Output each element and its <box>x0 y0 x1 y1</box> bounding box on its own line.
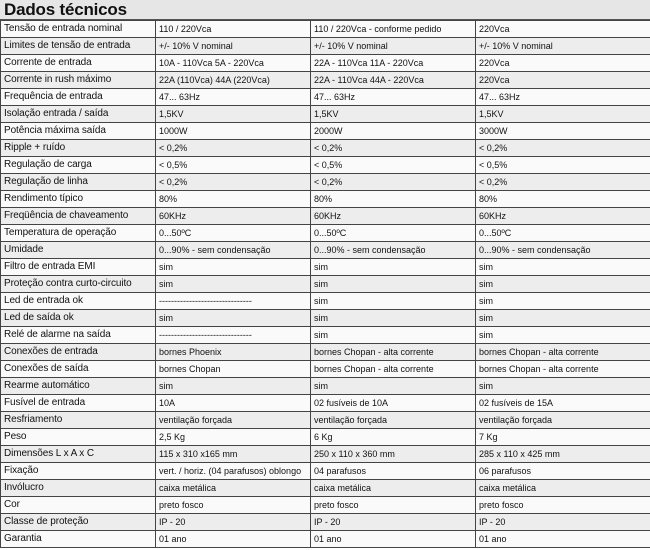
spec-value-model-1: bornes Phoenix <box>156 344 311 361</box>
spec-value-model-1: +/- 10% V nominal <box>156 38 311 55</box>
table-row <box>1 140 650 157</box>
spec-value-model-3: < 0,5% <box>476 157 650 174</box>
table-row <box>1 395 650 412</box>
spec-value-model-2: sim <box>311 276 476 293</box>
table-row <box>1 361 650 378</box>
spec-value-model-3: sim <box>476 310 650 327</box>
spec-value-model-3: IP - 20 <box>476 514 650 531</box>
spec-value-model-2: 6 Kg <box>311 429 476 446</box>
table-row <box>1 463 650 480</box>
spec-value-model-3: sim <box>476 378 650 395</box>
spec-value-model-2: < 0,2% <box>311 140 476 157</box>
spec-value-model-1: 01 ano <box>156 531 311 548</box>
spec-value-model-2: 60KHz <box>311 208 476 225</box>
spec-value-model-2: 22A - 110Vca 44A - 220Vca <box>311 72 476 89</box>
table-row <box>1 412 650 429</box>
table-row <box>1 429 650 446</box>
spec-value-model-3: < 0,2% <box>476 140 650 157</box>
spec-value-model-2: 0...50ºC <box>311 225 476 242</box>
table-row <box>1 531 650 548</box>
spec-label: Conexões de saída <box>1 361 156 378</box>
spec-value-model-2: 0...90% - sem condensação <box>311 242 476 259</box>
spec-value-model-2: sim <box>311 378 476 395</box>
spec-label: Relé de alarme na saída <box>1 327 156 344</box>
table-row <box>1 446 650 463</box>
table-row <box>1 293 650 310</box>
spec-value-model-1: sim <box>156 259 311 276</box>
spec-value-model-1: sim <box>156 310 311 327</box>
spec-value-model-3: sim <box>476 276 650 293</box>
spec-value-model-3: 06 parafusos <box>476 463 650 480</box>
spec-value-model-3: 0...90% - sem condensação <box>476 242 650 259</box>
table-row <box>1 344 650 361</box>
table-row <box>1 327 650 344</box>
table-row <box>1 21 650 38</box>
spec-value-model-2: < 0,5% <box>311 157 476 174</box>
spec-value-model-1: sim <box>156 276 311 293</box>
spec-label: Led de saída ok <box>1 310 156 327</box>
spec-value-model-1: 2,5 Kg <box>156 429 311 446</box>
spec-value-model-3: 0...50ºC <box>476 225 650 242</box>
spec-value-model-1: 0...90% - sem condensação <box>156 242 311 259</box>
spec-value-model-1: ------------------------------- <box>156 293 311 310</box>
spec-label: Potência máxima saída <box>1 123 156 140</box>
spec-label: Frequência de entrada <box>1 89 156 106</box>
section-title: Dados técnicos <box>0 0 650 20</box>
spec-value-model-3: 220Vca <box>476 72 650 89</box>
spec-value-model-2: 250 x 110 x 360 mm <box>311 446 476 463</box>
table-row <box>1 55 650 72</box>
spec-value-model-1: ------------------------------- <box>156 327 311 344</box>
spec-value-model-1: bornes Chopan <box>156 361 311 378</box>
spec-label: Invólucro <box>1 480 156 497</box>
spec-value-model-3: 220Vca <box>476 55 650 72</box>
spec-value-model-1: IP - 20 <box>156 514 311 531</box>
table-row <box>1 123 650 140</box>
spec-value-model-3: 02 fusíveis de 15A <box>476 395 650 412</box>
spec-label: Filtro de entrada EMI <box>1 259 156 276</box>
spec-value-model-1: 0...50ºC <box>156 225 311 242</box>
table-row <box>1 276 650 293</box>
table-row <box>1 514 650 531</box>
spec-label: Rearme automático <box>1 378 156 395</box>
spec-value-model-3: < 0,2% <box>476 174 650 191</box>
spec-value-model-3: 285 x 110 x 425 mm <box>476 446 650 463</box>
spec-label: Led de entrada ok <box>1 293 156 310</box>
spec-value-model-2: caixa metálica <box>311 480 476 497</box>
spec-label: Fusível de entrada <box>1 395 156 412</box>
spec-value-model-2: 22A - 110Vca 11A - 220Vca <box>311 55 476 72</box>
spec-table-body <box>1 21 650 548</box>
spec-label: Freqüência de chaveamento <box>1 208 156 225</box>
spec-value-model-1: 47... 63Hz <box>156 89 311 106</box>
spec-value-model-2: IP - 20 <box>311 514 476 531</box>
spec-value-model-2: < 0,2% <box>311 174 476 191</box>
spec-value-model-2: 02 fusíveis de 10A <box>311 395 476 412</box>
spec-label: Ripple + ruído <box>1 140 156 157</box>
table-row <box>1 310 650 327</box>
spec-value-model-3: sim <box>476 259 650 276</box>
spec-value-model-3: ventilação forçada <box>476 412 650 429</box>
table-row <box>1 38 650 55</box>
spec-label: Resfriamento <box>1 412 156 429</box>
spec-value-model-1: < 0,2% <box>156 140 311 157</box>
spec-label: Corrente de entrada <box>1 55 156 72</box>
spec-value-model-1: < 0,2% <box>156 174 311 191</box>
spec-value-model-1: 115 x 310 x165 mm <box>156 446 311 463</box>
spec-value-model-2: 47... 63Hz <box>311 89 476 106</box>
spec-value-model-1: ventilação forçada <box>156 412 311 429</box>
spec-value-model-3: 01 ano <box>476 531 650 548</box>
spec-value-model-3: 7 Kg <box>476 429 650 446</box>
spec-label: Fixação <box>1 463 156 480</box>
spec-value-model-1: 80% <box>156 191 311 208</box>
spec-value-model-1: 110 / 220Vca <box>156 21 311 38</box>
spec-value-model-3: 80% <box>476 191 650 208</box>
table-row <box>1 497 650 514</box>
spec-label: Garantia <box>1 531 156 548</box>
spec-value-model-3: 1,5KV <box>476 106 650 123</box>
spec-label: Regulação de linha <box>1 174 156 191</box>
spec-value-model-2: 04 parafusos <box>311 463 476 480</box>
spec-value-model-3: bornes Chopan - alta corrente <box>476 361 650 378</box>
spec-label: Corrente in rush máximo <box>1 72 156 89</box>
spec-value-model-2: 110 / 220Vca - conforme pedido <box>311 21 476 38</box>
spec-label: Peso <box>1 429 156 446</box>
spec-value-model-1: 10A <box>156 395 311 412</box>
spec-value-model-2: 1,5KV <box>311 106 476 123</box>
spec-label: Conexões de entrada <box>1 344 156 361</box>
spec-value-model-3: sim <box>476 327 650 344</box>
spec-value-model-2: sim <box>311 310 476 327</box>
spec-value-model-2: bornes Chopan - alta corrente <box>311 361 476 378</box>
table-row <box>1 225 650 242</box>
spec-label: Regulação de carga <box>1 157 156 174</box>
spec-value-model-2: 01 ano <box>311 531 476 548</box>
table-row <box>1 89 650 106</box>
table-row <box>1 480 650 497</box>
spec-label: Rendimento típico <box>1 191 156 208</box>
spec-label: Isolação entrada / saída <box>1 106 156 123</box>
spec-value-model-1: < 0,5% <box>156 157 311 174</box>
spec-value-model-1: caixa metálica <box>156 480 311 497</box>
table-row <box>1 72 650 89</box>
spec-value-model-3: 47... 63Hz <box>476 89 650 106</box>
table-row <box>1 378 650 395</box>
spec-label: Dimensões L x A x C <box>1 446 156 463</box>
spec-value-model-2: +/- 10% V nominal <box>311 38 476 55</box>
spec-value-model-2: preto fosco <box>311 497 476 514</box>
spec-value-model-1: 10A - 110Vca 5A - 220Vca <box>156 55 311 72</box>
spec-value-model-2: sim <box>311 327 476 344</box>
table-row <box>1 208 650 225</box>
spec-label: Proteção contra curto-circuito <box>1 276 156 293</box>
spec-value-model-3: sim <box>476 293 650 310</box>
table-row <box>1 259 650 276</box>
spec-value-model-2: sim <box>311 293 476 310</box>
spec-value-model-1: 22A (110Vca) 44A (220Vca) <box>156 72 311 89</box>
spec-value-model-3: bornes Chopan - alta corrente <box>476 344 650 361</box>
spec-value-model-3: 220Vca <box>476 21 650 38</box>
spec-label: Classe de proteção <box>1 514 156 531</box>
spec-value-model-2: bornes Chopan - alta corrente <box>311 344 476 361</box>
spec-label: Temperatura de operação <box>1 225 156 242</box>
spec-value-model-1: 1,5KV <box>156 106 311 123</box>
spec-value-model-2: ventilação forçada <box>311 412 476 429</box>
spec-value-model-1: 1000W <box>156 123 311 140</box>
spec-value-model-3: preto fosco <box>476 497 650 514</box>
spec-value-model-2: sim <box>311 259 476 276</box>
spec-value-model-3: caixa metálica <box>476 480 650 497</box>
spec-value-model-1: 60KHz <box>156 208 311 225</box>
spec-value-model-2: 80% <box>311 191 476 208</box>
table-row <box>1 242 650 259</box>
spec-value-model-3: 3000W <box>476 123 650 140</box>
spec-value-model-1: sim <box>156 378 311 395</box>
table-row <box>1 174 650 191</box>
spec-label: Limites de tensão de entrada <box>1 38 156 55</box>
spec-label: Cor <box>1 497 156 514</box>
spec-value-model-3: +/- 10% V nominal <box>476 38 650 55</box>
spec-value-model-3: 60KHz <box>476 208 650 225</box>
spec-value-model-2: 2000W <box>311 123 476 140</box>
spec-table <box>0 20 650 548</box>
spec-value-model-1: preto fosco <box>156 497 311 514</box>
spec-label: Tensão de entrada nominal <box>1 21 156 38</box>
table-row <box>1 191 650 208</box>
spec-label: Umidade <box>1 242 156 259</box>
table-row <box>1 106 650 123</box>
table-row <box>1 157 650 174</box>
spec-value-model-1: vert. / horiz. (04 parafusos) oblongo <box>156 463 311 480</box>
